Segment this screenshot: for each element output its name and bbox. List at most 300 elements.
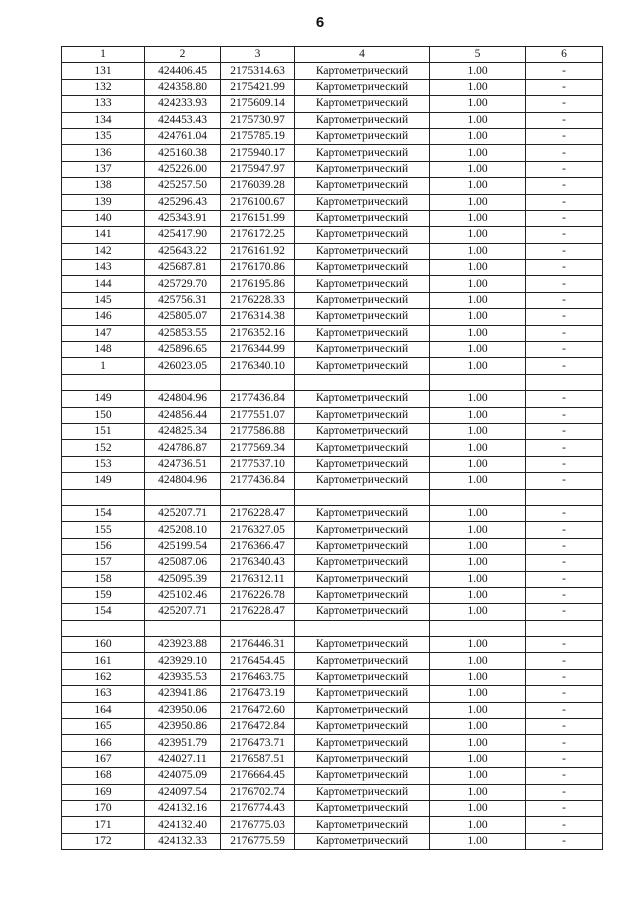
accuracy-cell: 1.00 bbox=[430, 325, 526, 341]
method-cell: Картометрический bbox=[295, 227, 430, 243]
y-coordinate-cell: 2176314.38 bbox=[221, 309, 295, 325]
x-coordinate-cell: 425160.38 bbox=[145, 145, 221, 161]
accuracy-cell: 1.00 bbox=[430, 128, 526, 144]
note-cell: - bbox=[526, 309, 603, 325]
point-number-cell: 159 bbox=[62, 587, 145, 603]
column-header: 2 bbox=[145, 47, 221, 63]
accuracy-cell: 1.00 bbox=[430, 342, 526, 358]
accuracy-cell: 1.00 bbox=[430, 309, 526, 325]
method-cell: Картометрический bbox=[295, 473, 430, 489]
accuracy-cell: 1.00 bbox=[430, 440, 526, 456]
x-coordinate-cell: 424761.04 bbox=[145, 128, 221, 144]
x-coordinate-cell: 424804.96 bbox=[145, 473, 221, 489]
y-coordinate-cell: 2176775.59 bbox=[221, 833, 295, 849]
y-coordinate-cell: 2176664.45 bbox=[221, 768, 295, 784]
x-coordinate-cell: 425207.71 bbox=[145, 505, 221, 521]
point-number-cell: 152 bbox=[62, 440, 145, 456]
y-coordinate-cell: 2176151.99 bbox=[221, 210, 295, 226]
x-coordinate-cell: 424736.51 bbox=[145, 456, 221, 472]
point-number-cell: 170 bbox=[62, 800, 145, 816]
method-cell: Картометрический bbox=[295, 79, 430, 95]
note-cell: - bbox=[526, 833, 603, 849]
method-cell: Картометрический bbox=[295, 735, 430, 751]
accuracy-cell: 1.00 bbox=[430, 587, 526, 603]
table-row bbox=[62, 686, 603, 702]
x-coordinate-cell: 423929.10 bbox=[145, 653, 221, 669]
y-coordinate-cell: 2176172.25 bbox=[221, 227, 295, 243]
y-coordinate-cell: 2176327.05 bbox=[221, 522, 295, 538]
point-number-cell: 157 bbox=[62, 555, 145, 571]
x-coordinate-cell: 424132.40 bbox=[145, 817, 221, 833]
note-cell: - bbox=[526, 210, 603, 226]
table-row bbox=[62, 800, 603, 816]
y-coordinate-cell: 2176775.03 bbox=[221, 817, 295, 833]
x-coordinate-cell: 423941.86 bbox=[145, 686, 221, 702]
method-cell: Картометрический bbox=[295, 653, 430, 669]
table-row bbox=[62, 653, 603, 669]
note-cell: - bbox=[526, 473, 603, 489]
method-cell: Картометрический bbox=[295, 161, 430, 177]
table-row bbox=[62, 374, 603, 390]
y-coordinate-cell: 2176039.28 bbox=[221, 178, 295, 194]
method-cell: Картометрический bbox=[295, 407, 430, 423]
x-coordinate-cell: 426023.05 bbox=[145, 358, 221, 374]
point-number-cell: 164 bbox=[62, 702, 145, 718]
y-coordinate-cell: 2176340.10 bbox=[221, 358, 295, 374]
point-number-cell: 163 bbox=[62, 686, 145, 702]
x-coordinate-cell: 425343.91 bbox=[145, 210, 221, 226]
x-coordinate-cell: 424804.96 bbox=[145, 391, 221, 407]
table-row bbox=[62, 309, 603, 325]
accuracy-cell: 1.00 bbox=[430, 456, 526, 472]
y-coordinate-cell bbox=[221, 620, 295, 636]
method-cell bbox=[295, 620, 430, 636]
table-row bbox=[62, 391, 603, 407]
x-coordinate-cell: 424406.45 bbox=[145, 63, 221, 79]
accuracy-cell: 1.00 bbox=[430, 768, 526, 784]
table-row bbox=[62, 637, 603, 653]
x-coordinate-cell: 423950.06 bbox=[145, 702, 221, 718]
table-row bbox=[62, 784, 603, 800]
x-coordinate-cell: 424027.11 bbox=[145, 751, 221, 767]
column-header: 1 bbox=[62, 47, 145, 63]
y-coordinate-cell: 2176170.86 bbox=[221, 260, 295, 276]
table-row bbox=[62, 702, 603, 718]
column-header: 5 bbox=[430, 47, 526, 63]
x-coordinate-cell: 425102.46 bbox=[145, 587, 221, 603]
table-row bbox=[62, 489, 603, 505]
method-cell: Картометрический bbox=[295, 522, 430, 538]
accuracy-cell: 1.00 bbox=[430, 653, 526, 669]
point-number-cell: 156 bbox=[62, 538, 145, 554]
method-cell: Картометрический bbox=[295, 112, 430, 128]
accuracy-cell: 1.00 bbox=[430, 604, 526, 620]
table-row bbox=[62, 555, 603, 571]
method-cell: Картометрический bbox=[295, 833, 430, 849]
note-cell: - bbox=[526, 194, 603, 210]
x-coordinate-cell: 425296.43 bbox=[145, 194, 221, 210]
note-cell: - bbox=[526, 342, 603, 358]
accuracy-cell bbox=[430, 620, 526, 636]
column-header: 3 bbox=[221, 47, 295, 63]
note-cell: - bbox=[526, 555, 603, 571]
note-cell: - bbox=[526, 669, 603, 685]
note-cell: - bbox=[526, 653, 603, 669]
method-cell: Картометрический bbox=[295, 768, 430, 784]
accuracy-cell: 1.00 bbox=[430, 227, 526, 243]
point-number-cell: 144 bbox=[62, 276, 145, 292]
point-number-cell bbox=[62, 620, 145, 636]
note-cell: - bbox=[526, 292, 603, 308]
point-number-cell: 137 bbox=[62, 161, 145, 177]
y-coordinate-cell: 2176228.33 bbox=[221, 292, 295, 308]
point-number-cell: 148 bbox=[62, 342, 145, 358]
note-cell: - bbox=[526, 407, 603, 423]
table-row bbox=[62, 63, 603, 79]
x-coordinate-cell: 425756.31 bbox=[145, 292, 221, 308]
note-cell: - bbox=[526, 325, 603, 341]
point-number-cell: 162 bbox=[62, 669, 145, 685]
point-number-cell: 149 bbox=[62, 473, 145, 489]
method-cell: Картометрический bbox=[295, 178, 430, 194]
method-cell: Картометрический bbox=[295, 260, 430, 276]
table-row bbox=[62, 243, 603, 259]
table-row bbox=[62, 620, 603, 636]
table-row bbox=[62, 440, 603, 456]
note-cell: - bbox=[526, 112, 603, 128]
x-coordinate-cell: 425417.90 bbox=[145, 227, 221, 243]
x-coordinate-cell: 425643.22 bbox=[145, 243, 221, 259]
table-row bbox=[62, 538, 603, 554]
accuracy-cell: 1.00 bbox=[430, 423, 526, 439]
x-coordinate-cell: 424075.09 bbox=[145, 768, 221, 784]
method-cell: Картометрический bbox=[295, 505, 430, 521]
note-cell: - bbox=[526, 79, 603, 95]
x-coordinate-cell: 424132.33 bbox=[145, 833, 221, 849]
x-coordinate-cell: 424453.43 bbox=[145, 112, 221, 128]
table-row bbox=[62, 342, 603, 358]
y-coordinate-cell bbox=[221, 374, 295, 390]
method-cell: Картометрический bbox=[295, 587, 430, 603]
accuracy-cell: 1.00 bbox=[430, 637, 526, 653]
y-coordinate-cell: 2177569.34 bbox=[221, 440, 295, 456]
y-coordinate-cell: 2176226.78 bbox=[221, 587, 295, 603]
point-number-cell: 161 bbox=[62, 653, 145, 669]
point-number-cell bbox=[62, 374, 145, 390]
table-row bbox=[62, 571, 603, 587]
table-row bbox=[62, 522, 603, 538]
point-number-cell: 1 bbox=[62, 358, 145, 374]
point-number-cell: 140 bbox=[62, 210, 145, 226]
note-cell: - bbox=[526, 440, 603, 456]
y-coordinate-cell: 2176366.47 bbox=[221, 538, 295, 554]
table-row bbox=[62, 751, 603, 767]
accuracy-cell: 1.00 bbox=[430, 735, 526, 751]
note-cell: - bbox=[526, 276, 603, 292]
method-cell: Картометрический bbox=[295, 63, 430, 79]
accuracy-cell: 1.00 bbox=[430, 292, 526, 308]
method-cell: Картометрический bbox=[295, 702, 430, 718]
point-number-cell: 154 bbox=[62, 604, 145, 620]
accuracy-cell: 1.00 bbox=[430, 260, 526, 276]
table-row bbox=[62, 358, 603, 374]
note-cell bbox=[526, 489, 603, 505]
method-cell: Картометрический bbox=[295, 358, 430, 374]
method-cell: Картометрический bbox=[295, 456, 430, 472]
accuracy-cell: 1.00 bbox=[430, 538, 526, 554]
method-cell: Картометрический bbox=[295, 555, 430, 571]
column-header: 4 bbox=[295, 47, 430, 63]
point-number-cell: 155 bbox=[62, 522, 145, 538]
table-row bbox=[62, 604, 603, 620]
point-number-cell: 165 bbox=[62, 719, 145, 735]
method-cell: Картометрический bbox=[295, 637, 430, 653]
point-number-cell: 143 bbox=[62, 260, 145, 276]
point-number-cell: 131 bbox=[62, 63, 145, 79]
accuracy-cell: 1.00 bbox=[430, 194, 526, 210]
x-coordinate-cell bbox=[145, 374, 221, 390]
point-number-cell: 172 bbox=[62, 833, 145, 849]
table-row bbox=[62, 817, 603, 833]
y-coordinate-cell: 2176228.47 bbox=[221, 604, 295, 620]
accuracy-cell: 1.00 bbox=[430, 833, 526, 849]
y-coordinate-cell: 2175609.14 bbox=[221, 96, 295, 112]
point-number-cell: 167 bbox=[62, 751, 145, 767]
table-row bbox=[62, 227, 603, 243]
y-coordinate-cell: 2176195.86 bbox=[221, 276, 295, 292]
note-cell bbox=[526, 620, 603, 636]
accuracy-cell: 1.00 bbox=[430, 686, 526, 702]
accuracy-cell: 1.00 bbox=[430, 391, 526, 407]
table-row bbox=[62, 96, 603, 112]
y-coordinate-cell: 2176344.99 bbox=[221, 342, 295, 358]
y-coordinate-cell: 2176463.75 bbox=[221, 669, 295, 685]
point-number-cell: 138 bbox=[62, 178, 145, 194]
point-number-cell: 145 bbox=[62, 292, 145, 308]
y-coordinate-cell: 2177551.07 bbox=[221, 407, 295, 423]
accuracy-cell: 1.00 bbox=[430, 243, 526, 259]
note-cell: - bbox=[526, 637, 603, 653]
accuracy-cell: 1.00 bbox=[430, 79, 526, 95]
table-row bbox=[62, 79, 603, 95]
x-coordinate-cell: 425226.00 bbox=[145, 161, 221, 177]
method-cell: Картометрический bbox=[295, 96, 430, 112]
accuracy-cell: 1.00 bbox=[430, 784, 526, 800]
x-coordinate-cell: 425199.54 bbox=[145, 538, 221, 554]
method-cell: Картометрический bbox=[295, 719, 430, 735]
point-number-cell: 149 bbox=[62, 391, 145, 407]
method-cell: Картометрический bbox=[295, 423, 430, 439]
y-coordinate-cell: 2176587.51 bbox=[221, 751, 295, 767]
method-cell: Картометрический bbox=[295, 243, 430, 259]
method-cell bbox=[295, 489, 430, 505]
x-coordinate-cell: 425257.50 bbox=[145, 178, 221, 194]
accuracy-cell bbox=[430, 489, 526, 505]
y-coordinate-cell: 2177537.10 bbox=[221, 456, 295, 472]
accuracy-cell: 1.00 bbox=[430, 407, 526, 423]
accuracy-cell: 1.00 bbox=[430, 522, 526, 538]
point-number-cell: 136 bbox=[62, 145, 145, 161]
accuracy-cell bbox=[430, 374, 526, 390]
point-number-cell: 135 bbox=[62, 128, 145, 144]
accuracy-cell: 1.00 bbox=[430, 96, 526, 112]
x-coordinate-cell: 423951.79 bbox=[145, 735, 221, 751]
table-row bbox=[62, 292, 603, 308]
y-coordinate-cell: 2176312.11 bbox=[221, 571, 295, 587]
x-coordinate-cell: 425729.70 bbox=[145, 276, 221, 292]
note-cell: - bbox=[526, 800, 603, 816]
table-row bbox=[62, 719, 603, 735]
method-cell: Картометрический bbox=[295, 817, 430, 833]
x-coordinate-cell: 424786.87 bbox=[145, 440, 221, 456]
x-coordinate-cell bbox=[145, 620, 221, 636]
note-cell: - bbox=[526, 538, 603, 554]
method-cell bbox=[295, 374, 430, 390]
point-number-cell: 141 bbox=[62, 227, 145, 243]
page-number: 6 bbox=[315, 14, 325, 31]
method-cell: Картометрический bbox=[295, 145, 430, 161]
method-cell: Картометрический bbox=[295, 292, 430, 308]
x-coordinate-cell: 424358.80 bbox=[145, 79, 221, 95]
note-cell: - bbox=[526, 161, 603, 177]
table-row bbox=[62, 735, 603, 751]
method-cell: Картометрический bbox=[295, 538, 430, 554]
method-cell: Картометрический bbox=[295, 669, 430, 685]
point-number-cell: 142 bbox=[62, 243, 145, 259]
y-coordinate-cell bbox=[221, 489, 295, 505]
x-coordinate-cell: 425207.71 bbox=[145, 604, 221, 620]
point-number-cell: 133 bbox=[62, 96, 145, 112]
note-cell: - bbox=[526, 768, 603, 784]
method-cell: Картометрический bbox=[295, 440, 430, 456]
method-cell: Картометрический bbox=[295, 686, 430, 702]
table-row bbox=[62, 178, 603, 194]
note-cell: - bbox=[526, 178, 603, 194]
table-row bbox=[62, 260, 603, 276]
accuracy-cell: 1.00 bbox=[430, 817, 526, 833]
point-number-cell: 153 bbox=[62, 456, 145, 472]
note-cell: - bbox=[526, 719, 603, 735]
accuracy-cell: 1.00 bbox=[430, 145, 526, 161]
point-number-cell: 160 bbox=[62, 637, 145, 653]
y-coordinate-cell: 2175940.17 bbox=[221, 145, 295, 161]
x-coordinate-cell: 424856.44 bbox=[145, 407, 221, 423]
table-row bbox=[62, 587, 603, 603]
x-coordinate-cell: 424097.54 bbox=[145, 784, 221, 800]
table-row bbox=[62, 161, 603, 177]
note-cell: - bbox=[526, 358, 603, 374]
table-row bbox=[62, 112, 603, 128]
x-coordinate-cell: 424233.93 bbox=[145, 96, 221, 112]
table-body bbox=[62, 63, 603, 850]
point-number-cell: 139 bbox=[62, 194, 145, 210]
point-number-cell: 151 bbox=[62, 423, 145, 439]
x-coordinate-cell: 425896.65 bbox=[145, 342, 221, 358]
table-row bbox=[62, 210, 603, 226]
note-cell: - bbox=[526, 784, 603, 800]
note-cell: - bbox=[526, 505, 603, 521]
method-cell: Картометрический bbox=[295, 309, 430, 325]
note-cell: - bbox=[526, 96, 603, 112]
accuracy-cell: 1.00 bbox=[430, 161, 526, 177]
method-cell: Картометрический bbox=[295, 784, 430, 800]
table-row bbox=[62, 473, 603, 489]
point-number-cell: 169 bbox=[62, 784, 145, 800]
note-cell: - bbox=[526, 735, 603, 751]
accuracy-cell: 1.00 bbox=[430, 719, 526, 735]
y-coordinate-cell: 2175947.97 bbox=[221, 161, 295, 177]
accuracy-cell: 1.00 bbox=[430, 505, 526, 521]
method-cell: Картометрический bbox=[295, 391, 430, 407]
x-coordinate-cell: 425095.39 bbox=[145, 571, 221, 587]
accuracy-cell: 1.00 bbox=[430, 555, 526, 571]
method-cell: Картометрический bbox=[295, 571, 430, 587]
y-coordinate-cell: 2176340.43 bbox=[221, 555, 295, 571]
y-coordinate-cell: 2176472.60 bbox=[221, 702, 295, 718]
x-coordinate-cell: 425087.06 bbox=[145, 555, 221, 571]
point-number-cell: 132 bbox=[62, 79, 145, 95]
y-coordinate-cell: 2176454.45 bbox=[221, 653, 295, 669]
point-number-cell: 166 bbox=[62, 735, 145, 751]
y-coordinate-cell: 2176100.67 bbox=[221, 194, 295, 210]
accuracy-cell: 1.00 bbox=[430, 276, 526, 292]
y-coordinate-cell: 2176774.43 bbox=[221, 800, 295, 816]
point-number-cell: 147 bbox=[62, 325, 145, 341]
accuracy-cell: 1.00 bbox=[430, 210, 526, 226]
accuracy-cell: 1.00 bbox=[430, 669, 526, 685]
accuracy-cell: 1.00 bbox=[430, 63, 526, 79]
y-coordinate-cell: 2177586.88 bbox=[221, 423, 295, 439]
method-cell: Картометрический bbox=[295, 604, 430, 620]
y-coordinate-cell: 2176702.74 bbox=[221, 784, 295, 800]
accuracy-cell: 1.00 bbox=[430, 571, 526, 587]
note-cell: - bbox=[526, 751, 603, 767]
point-number-cell: 150 bbox=[62, 407, 145, 423]
y-coordinate-cell: 2177436.84 bbox=[221, 473, 295, 489]
note-cell: - bbox=[526, 423, 603, 439]
x-coordinate-cell: 424132.16 bbox=[145, 800, 221, 816]
table-row bbox=[62, 407, 603, 423]
x-coordinate-cell: 424825.34 bbox=[145, 423, 221, 439]
table-row bbox=[62, 833, 603, 849]
y-coordinate-cell: 2176161.92 bbox=[221, 243, 295, 259]
note-cell: - bbox=[526, 702, 603, 718]
method-cell: Картометрический bbox=[295, 128, 430, 144]
note-cell: - bbox=[526, 456, 603, 472]
table-row bbox=[62, 325, 603, 341]
note-cell: - bbox=[526, 587, 603, 603]
note-cell: - bbox=[526, 391, 603, 407]
accuracy-cell: 1.00 bbox=[430, 751, 526, 767]
x-coordinate-cell: 423935.53 bbox=[145, 669, 221, 685]
note-cell: - bbox=[526, 145, 603, 161]
point-number-cell: 158 bbox=[62, 571, 145, 587]
accuracy-cell: 1.00 bbox=[430, 358, 526, 374]
accuracy-cell: 1.00 bbox=[430, 112, 526, 128]
accuracy-cell: 1.00 bbox=[430, 702, 526, 718]
method-cell: Картометрический bbox=[295, 276, 430, 292]
x-coordinate-cell: 425208.10 bbox=[145, 522, 221, 538]
method-cell: Картометрический bbox=[295, 342, 430, 358]
note-cell: - bbox=[526, 260, 603, 276]
point-number-cell: 168 bbox=[62, 768, 145, 784]
table-row bbox=[62, 128, 603, 144]
note-cell: - bbox=[526, 522, 603, 538]
y-coordinate-cell: 2176446.31 bbox=[221, 637, 295, 653]
y-coordinate-cell: 2176472.84 bbox=[221, 719, 295, 735]
point-number-cell: 146 bbox=[62, 309, 145, 325]
y-coordinate-cell: 2175730.97 bbox=[221, 112, 295, 128]
